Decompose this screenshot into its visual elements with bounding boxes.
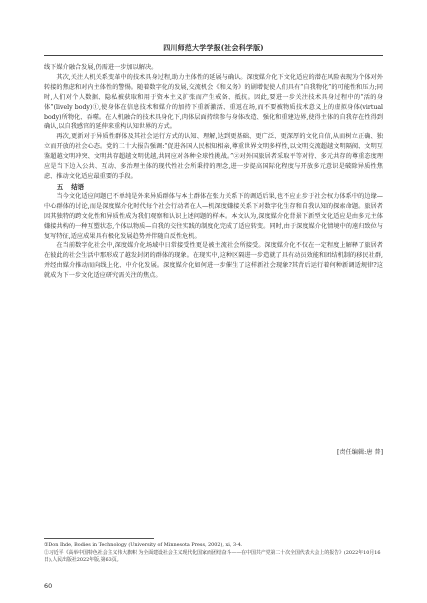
paragraph-continuation: 线下媒介融合发展,仍需进一步加以解决。 (44, 64, 158, 71)
footnote-2: ②习近平《高举中国特色社会主义伟大旗帜 为全面建设社会主义现代化国家而团结奋斗——在中国共产党第二十次全国代表大会上的报告》(2022年10月16日),人民出版社2022年版,第63页。 (44, 549, 381, 564)
responsible-editor (44, 447, 383, 456)
paragraph-technology-embodiment: 其次,关注人机关系变革中的技术具身过程,助力主体性的延展与确认。深度媒介化下文化适应的潜在风险表现为个体对外转接的焦虑和对内主体性的警惕。随着数字化的发展,交流机会《和义务》的剧增促使人们具有“自我物化”的可能性和压力;同时,人们对个人数据、隐私被获取和用于资本主义扩张而产生戒备、抵抗。因此,要进一步关注技术具身过程中的“活的身体”(lively body)①,使身体在信息技术和媒介的加持下重新激活、重返在场,而不要被物质技术意义上的虚拟身体(virtual body)所物化、吞噬。在人机融合的技术具身化下,肉体层面持续参与身体改造、强化和重建边界,使得主体的自我存在性得到确认,以自我感官的延伸来重构认知世界的方式。 (44, 73, 383, 131)
paragraph-cultural-confidence: 再次,更新对于异质性群体及其社会运行方式的认知、理解,达到更基础、更广泛、更深厚的文化自信,从而树立正确、独立而开放的社会心态。党的二十大报告强调:“促进各国人民相知相亲,尊重世界文明多样性,以文明交流超越文明隔阂、文明互鉴超越文明冲突、文明共存超越文明优越,共同应对各种全球性挑战。”②对外国旅居者采取平等对待、多元共存的尊重态度理应是当下边入公共、互动、多治理主体的现代性社会所秉持的理念,进一步提高国际化程度与开放多元意识是破除异质性焦虑、推动文化适应最重要的手段。 (44, 133, 383, 180)
running-header: 四川师范大学学报(社会科学版) (163, 43, 264, 52)
editor-bracket-close: ] (380, 449, 383, 456)
editor-bracket-open: [ (336, 449, 340, 456)
article-body (44, 63, 383, 281)
section-title: 结语 (71, 182, 84, 191)
paragraph-conclusion-1: 当今文化适应问题已不单纯是外来异质群体与本土群体在张力关系下的调适后果,也不应止步于社会权力体系中的边缘—中心群体的讨论,而是深度媒介化时代每个社会行动者在人—机深度嫌接关系下对数字化生存和自我认知的探索命题。旅居者因其独特的跨文化性和异质性成为我们观察和认识上述问题的样本。本文认为,深度媒介化背景下新型文化适应是由多元主体嫌接共构的一种互塑状态,个体以物质—自我的交往实践的制度化完成了适应转变。同时,由于深度媒介化情境中的遠归致位与复写特征,适应成果具有极化发展趋势并伴随自反性危机。 (44, 192, 383, 240)
footnotes (44, 542, 383, 565)
editor-label: 责任编辑:唐 普 (339, 449, 381, 456)
footnote-rule (44, 538, 154, 539)
header-rule (44, 55, 383, 56)
section-heading (44, 182, 383, 192)
page-number: 60 (44, 582, 53, 590)
section-number: 五 (56, 182, 64, 191)
paragraph-conclusion-2: 在当前数字化社会中,深度媒介化场域中日常接受性更是被主流社会所接受。深度媒介化不仅在一定程度上解释了旅居者在彼此的社会生活中那形成了越发封闭的群体的现象。在现实中,这种区隔进一步造就了具有动员效能和团结机制的移民社群,并经由媒介推动而向线上化、中介化发展。深度媒介化如何进一步催生了这样新社会现象?其背后运行着何种新调适规律?这就成为下一步文化适应研究需关注的焦点。 (44, 242, 383, 280)
footnote-1: ①Don Ihde, Bodies in Technology (University of Minnesota Press, 2002), xi, 3-4. (44, 542, 243, 548)
